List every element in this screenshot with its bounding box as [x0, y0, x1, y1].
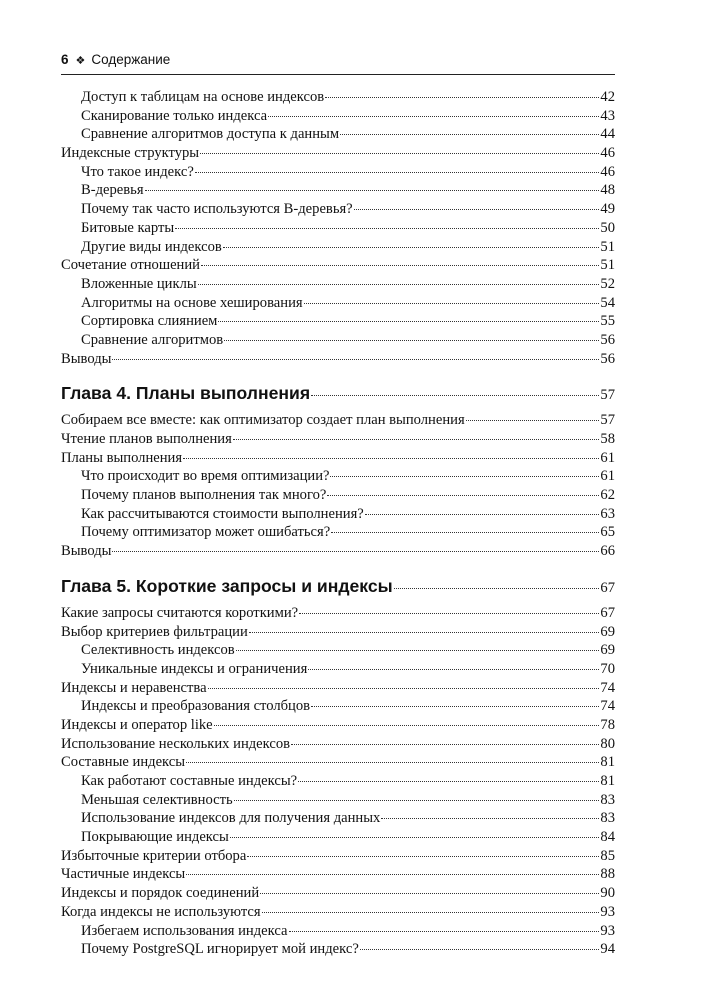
toc-entry-title: Составные индексы [61, 754, 186, 771]
dot-leader [247, 856, 599, 857]
toc-entry[interactable] [61, 623, 615, 642]
toc-entry[interactable] [61, 542, 615, 561]
toc-entry-title: Покрывающие индексы [81, 829, 229, 846]
toc-entry-title: Вложенные циклы [81, 275, 197, 292]
toc-entry-page: 83 [600, 791, 615, 808]
toc-entry-title: Когда индексы не используются [61, 903, 261, 920]
dot-leader [298, 781, 599, 782]
toc-entry[interactable] [61, 716, 615, 735]
toc-entry-page: 85 [600, 847, 615, 864]
toc-entry-page: 70 [600, 660, 615, 677]
toc-entry-page: 69 [600, 642, 615, 659]
toc-entry[interactable] [61, 697, 615, 716]
toc-entry[interactable] [61, 523, 615, 542]
toc-entry[interactable] [61, 735, 615, 754]
toc-entry-title: Индексы и оператор like [61, 716, 213, 733]
toc-entry[interactable] [61, 331, 615, 350]
toc-entry-title: Почему оптимизатор может ошибаться? [81, 524, 331, 541]
toc-entry[interactable] [61, 753, 615, 772]
chapter-page: 67 [600, 579, 615, 596]
toc-entry-page: 57 [600, 412, 615, 429]
toc-entry-page: 62 [600, 487, 615, 504]
toc-entry-page: 46 [600, 163, 615, 180]
ornament-icon: ❖ [75, 55, 86, 67]
toc-entry-page: 67 [600, 604, 615, 621]
dot-leader [175, 228, 599, 229]
toc-entry-page: 51 [600, 238, 615, 255]
toc-section-chapter3-continued [61, 88, 615, 368]
toc-entry-page: 81 [600, 773, 615, 789]
toc-entry-page: 61 [600, 468, 615, 485]
dot-leader [365, 514, 600, 515]
toc-entry[interactable] [61, 430, 615, 449]
toc-entry-title: Индексы и порядок соединений [61, 885, 260, 902]
toc-entry-page: 51 [600, 257, 615, 274]
dot-leader [394, 588, 600, 589]
toc-entry[interactable] [61, 641, 615, 660]
toc-entry-page: 69 [600, 623, 615, 640]
toc-entry[interactable] [61, 449, 615, 468]
toc-entry-title: Собираем все вместе: как оптимизатор создает план выполнения [61, 412, 465, 429]
dot-leader [360, 949, 600, 950]
toc-entry-title: Сканирование только индекса [81, 107, 268, 124]
dot-leader [233, 439, 600, 440]
toc-entry-title: Как рассчитываются стоимости выполнения? [81, 505, 364, 522]
dot-leader [183, 458, 599, 459]
toc-section-chapter5 [61, 604, 615, 959]
dot-leader [236, 650, 600, 651]
toc-entry-title: Использование индексов для получения данных [81, 810, 381, 827]
toc-entry[interactable] [61, 163, 615, 182]
toc-entry-title: Почему PostgreSQL игнорирует мой индекс? [81, 941, 359, 958]
dot-leader [289, 931, 600, 932]
dot-leader [186, 762, 599, 763]
toc-entry-page: 49 [600, 201, 615, 218]
toc-entry-title: Селективность индексов [81, 642, 235, 659]
toc-entry[interactable] [61, 940, 615, 959]
toc-entry-page: 74 [600, 679, 615, 696]
toc-entry-page: 88 [600, 866, 615, 883]
running-header [61, 52, 615, 75]
chapter-page: 57 [600, 387, 615, 404]
toc-entry-page: 78 [600, 716, 615, 733]
dot-leader [354, 209, 600, 210]
toc-entry-page: 55 [600, 313, 615, 330]
dot-leader [230, 837, 600, 838]
toc-entry-title: Избегаем использования индекса [81, 922, 288, 939]
toc-entry-page: 61 [600, 449, 615, 466]
toc-entry-page: 44 [600, 126, 615, 143]
toc-entry-page: 65 [600, 524, 615, 541]
toc-entry-title: Выводы [61, 350, 112, 367]
toc-entry-page: 52 [600, 275, 615, 292]
dot-leader [112, 551, 599, 552]
toc-entry-page: 42 [600, 89, 615, 105]
toc-entry-page: 46 [600, 145, 615, 162]
toc-entry[interactable] [61, 828, 615, 847]
page-number: 6 [61, 52, 69, 67]
toc-entry-page: 58 [600, 431, 615, 447]
toc-section-chapter4 [61, 411, 615, 561]
toc-entry-title: Что происходит во время оптимизации? [81, 468, 330, 485]
toc-entry[interactable] [61, 772, 615, 791]
dot-leader [268, 116, 599, 117]
dot-leader [311, 395, 599, 396]
dot-leader [195, 172, 600, 173]
toc-entry[interactable] [61, 200, 615, 219]
toc-entry[interactable] [61, 809, 615, 828]
toc-entry[interactable] [61, 144, 615, 163]
toc-entry[interactable] [61, 922, 615, 941]
dot-leader [330, 476, 599, 477]
dot-leader [299, 613, 599, 614]
chapter-heading-4[interactable] [61, 382, 615, 404]
toc-entry-title: Сочетание отношений [61, 257, 200, 274]
toc-entry-page: 50 [600, 219, 615, 236]
dot-leader [381, 818, 599, 819]
dot-leader [304, 303, 600, 304]
toc-entry-title: Индексы и неравенства [61, 679, 207, 696]
toc-entry-title: Какие запросы считаются короткими? [61, 604, 299, 621]
toc-entry-title: Индексы и преобразования столбцов [81, 698, 311, 715]
toc-entry-title: Выводы [61, 543, 112, 560]
dot-leader [291, 744, 599, 745]
toc-entry-title: Чтение планов выполнения [61, 431, 232, 447]
dot-leader [214, 725, 600, 726]
toc-entry-page: 83 [600, 810, 615, 827]
toc-entry-page: 54 [600, 294, 615, 311]
toc-entry[interactable] [61, 467, 615, 486]
toc-entry-page: 80 [600, 735, 615, 752]
toc-entry[interactable] [61, 884, 615, 903]
dot-leader [112, 359, 599, 360]
toc-entry-page: 93 [600, 903, 615, 920]
toc-entry[interactable] [61, 294, 615, 313]
toc-entry[interactable] [61, 275, 615, 294]
dot-leader [186, 874, 599, 875]
toc-entry-title: Почему так часто используются B-деревья? [81, 201, 353, 218]
toc-entry[interactable] [61, 350, 615, 369]
toc-entry-title: Планы выполнения [61, 449, 183, 466]
toc-entry-page: 84 [600, 829, 615, 846]
dot-leader [208, 688, 600, 689]
toc-entry[interactable] [61, 604, 615, 623]
toc-entry[interactable] [61, 88, 615, 107]
toc-entry-title: Алгоритмы на основе хеширования [81, 294, 303, 311]
toc-entry-title: Использование нескольких индексов [61, 735, 291, 752]
dot-leader [200, 153, 599, 154]
dot-leader [466, 420, 600, 421]
dot-leader [249, 632, 600, 633]
toc-entry-title: Избыточные критерии отбора [61, 847, 247, 864]
toc-entry-title: Меньшая селективность [81, 791, 233, 808]
toc-entry-page: 56 [600, 331, 615, 348]
toc-entry-title: Сравнение алгоритмов доступа к данным [81, 126, 340, 143]
toc-entry-title: Что такое индекс? [81, 163, 194, 180]
toc-entry-title: Почему планов выполнения так много? [81, 487, 327, 504]
chapter-title: Глава 5. Короткие запросы и индексы [61, 575, 393, 596]
dot-leader [262, 912, 600, 913]
toc-entry-page: 93 [600, 922, 615, 939]
toc-entry[interactable] [61, 219, 615, 238]
toc-entry[interactable] [61, 660, 615, 679]
toc-entry-title: Сортировка слиянием [81, 313, 218, 330]
toc-entry[interactable] [61, 125, 615, 144]
toc-entry[interactable] [61, 847, 615, 866]
toc-entry-page: 81 [600, 754, 615, 771]
toc-entry[interactable] [61, 238, 615, 257]
dot-leader [198, 284, 600, 285]
dot-leader [331, 532, 599, 533]
toc-entry-title: Индексные структуры [61, 145, 200, 162]
toc-entry-title: Другие виды индексов [81, 238, 222, 255]
toc-entry[interactable] [61, 791, 615, 810]
toc-entry-title: Как работают составные индексы? [81, 773, 298, 789]
toc-entry[interactable] [61, 107, 615, 126]
toc-entry-title: Сравнение алгоритмов [81, 331, 224, 348]
toc-entry[interactable] [61, 181, 615, 200]
toc-entry[interactable] [61, 903, 615, 922]
running-title: Содержание [91, 52, 171, 67]
toc-entry[interactable] [61, 505, 615, 524]
dot-leader [340, 134, 599, 135]
toc-entry-title: Частичные индексы [61, 866, 186, 883]
toc-entry-page: 48 [600, 182, 615, 199]
toc-entry-page: 94 [600, 941, 615, 958]
toc-entry-title: Доступ к таблицам на основе индексов [81, 89, 325, 105]
dot-leader [325, 97, 599, 98]
toc-entry[interactable] [61, 312, 615, 331]
dot-leader [308, 669, 599, 670]
chapter-heading-5[interactable] [61, 575, 615, 597]
toc-entry-page: 56 [600, 350, 615, 367]
dot-leader [224, 340, 599, 341]
toc-entry-title: Битовые карты [81, 219, 175, 236]
dot-leader [145, 190, 600, 191]
toc-entry[interactable] [61, 256, 615, 275]
toc-entry[interactable] [61, 411, 615, 430]
toc-entry-page: 43 [600, 107, 615, 124]
toc-entry-page: 66 [600, 543, 615, 560]
table-of-contents [61, 88, 615, 959]
toc-entry-title: Выбор критериев фильтрации [61, 623, 248, 640]
dot-leader [218, 321, 599, 322]
toc-entry[interactable] [61, 486, 615, 505]
toc-entry-page: 74 [600, 698, 615, 715]
chapter-title: Глава 4. Планы выполнения [61, 383, 311, 404]
dot-leader [201, 265, 599, 266]
dot-leader [223, 247, 600, 248]
dot-leader [327, 495, 599, 496]
toc-entry-page: 90 [600, 885, 615, 902]
dot-leader [311, 706, 599, 707]
toc-entry[interactable] [61, 865, 615, 884]
dot-leader [260, 893, 599, 894]
toc-entry-title: B-деревья [81, 182, 144, 199]
toc-entry-title: Уникальные индексы и ограничения [81, 660, 308, 677]
toc-entry[interactable] [61, 679, 615, 698]
toc-entry-page: 63 [600, 505, 615, 522]
dot-leader [234, 800, 600, 801]
